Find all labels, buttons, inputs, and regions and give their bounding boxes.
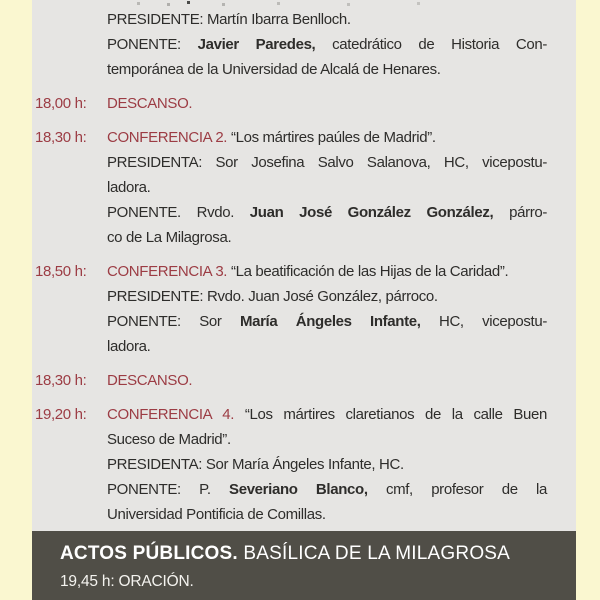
time-label: 18,50 h: bbox=[35, 263, 87, 280]
ponente-line bbox=[107, 309, 547, 334]
time-label: 18,30 h: bbox=[35, 129, 87, 146]
session-title: “Los mártires paúles de Madrid”. bbox=[227, 129, 436, 146]
actos-publicos-bar bbox=[32, 531, 576, 600]
ponente-prefix: PONENTE: bbox=[107, 36, 198, 53]
conference-1-block bbox=[35, 7, 547, 82]
conference-3-block bbox=[35, 259, 547, 359]
footer-heading-line bbox=[60, 542, 556, 566]
ponente-continuation-line bbox=[107, 225, 547, 250]
time-label: 19,20 h: bbox=[35, 406, 87, 423]
session-title: “La beatificación de las Hijas de la Caridad”. bbox=[227, 263, 509, 280]
oracion-label: ORACIÓN. bbox=[114, 573, 194, 590]
presidente-text: PRESIDENTE: Martín Ibarra Benlloch. bbox=[107, 11, 351, 28]
session-title-continuation-line bbox=[107, 427, 547, 452]
presidenta-line bbox=[107, 150, 547, 175]
speaker-name: María Ángeles Infante, bbox=[239, 313, 421, 330]
descanso-label: DESCANSO. bbox=[107, 95, 193, 112]
oracion-time: 19,45 h: bbox=[60, 573, 115, 590]
session-heading: CONFERENCIA 3. bbox=[107, 263, 228, 280]
speaker-name: Javier Paredes, bbox=[197, 36, 316, 53]
ponente-prefix: PONENTE. Rvdo. bbox=[107, 204, 250, 221]
presidenta-continuation: ladora. bbox=[107, 179, 151, 196]
session-title-line bbox=[107, 402, 547, 427]
descanso-1-block bbox=[35, 91, 547, 116]
ponente-continuation-line bbox=[107, 57, 547, 82]
ponente-continuation-line bbox=[107, 502, 547, 527]
schedule-panel bbox=[32, 0, 576, 531]
ponente-continuation: co de La Milagrosa. bbox=[107, 229, 232, 246]
footer-heading-bold: ACTOS PÚBLICOS. bbox=[60, 543, 238, 564]
descanso-line bbox=[107, 91, 547, 116]
presidente-text: PRESIDENTE: Rvdo. Juan José González, párroco. bbox=[107, 288, 438, 305]
presidente-line bbox=[107, 7, 547, 32]
ponente-suffix: párro- bbox=[493, 204, 547, 221]
conference-4-block bbox=[35, 402, 547, 527]
session-title: “Los mártires claretianos de la calle Buen bbox=[234, 406, 547, 423]
ponente-suffix: cmf, profesor de la bbox=[367, 481, 547, 498]
oracion-line bbox=[60, 571, 556, 593]
descanso-label: DESCANSO. bbox=[107, 372, 193, 389]
session-title-line bbox=[107, 125, 547, 150]
session-title-line bbox=[107, 259, 547, 284]
ponente-continuation: temporánea de la Universidad de Alcalá de Henares. bbox=[107, 61, 441, 78]
clipped-text-remnant bbox=[187, 1, 190, 4]
ponente-suffix: HC, vicepostu- bbox=[420, 313, 547, 330]
presidenta-continuation-line bbox=[107, 175, 547, 200]
presidenta-text: PRESIDENTA: Sor Josefina Salvo Salanova, HC, vicepostu- bbox=[107, 154, 547, 171]
time-label: 18,00 h: bbox=[35, 95, 87, 112]
ponente-line bbox=[107, 32, 547, 57]
ponente-prefix: PONENTE: Sor bbox=[107, 313, 240, 330]
descanso-2-block bbox=[35, 368, 547, 393]
ponente-suffix: catedrático de Historia Con- bbox=[315, 36, 548, 53]
ponente-line bbox=[107, 477, 547, 502]
presidenta-text: PRESIDENTA: Sor María Ángeles Infante, HC. bbox=[107, 456, 404, 473]
session-title-continuation: Suceso de Madrid”. bbox=[107, 431, 231, 448]
speaker-name: Severiano Blanco, bbox=[229, 481, 368, 498]
ponente-prefix: PONENTE: P. bbox=[107, 481, 230, 498]
speaker-name: Juan José González González, bbox=[249, 204, 494, 221]
ponente-continuation: ladora. bbox=[107, 338, 151, 355]
presidenta-line bbox=[107, 452, 547, 477]
time-label: 18,30 h: bbox=[35, 372, 87, 389]
descanso-line bbox=[107, 368, 547, 393]
footer-heading-rest: BASÍLICA DE LA MILAGROSA bbox=[237, 543, 511, 564]
ponente-line bbox=[107, 200, 547, 225]
ponente-continuation-line bbox=[107, 334, 547, 359]
conference-2-block bbox=[35, 125, 547, 250]
session-heading: CONFERENCIA 4. bbox=[107, 406, 235, 423]
ponente-continuation: Universidad Pontificia de Comillas. bbox=[107, 506, 326, 523]
session-heading: CONFERENCIA 2. bbox=[107, 129, 228, 146]
presidente-line bbox=[107, 284, 547, 309]
